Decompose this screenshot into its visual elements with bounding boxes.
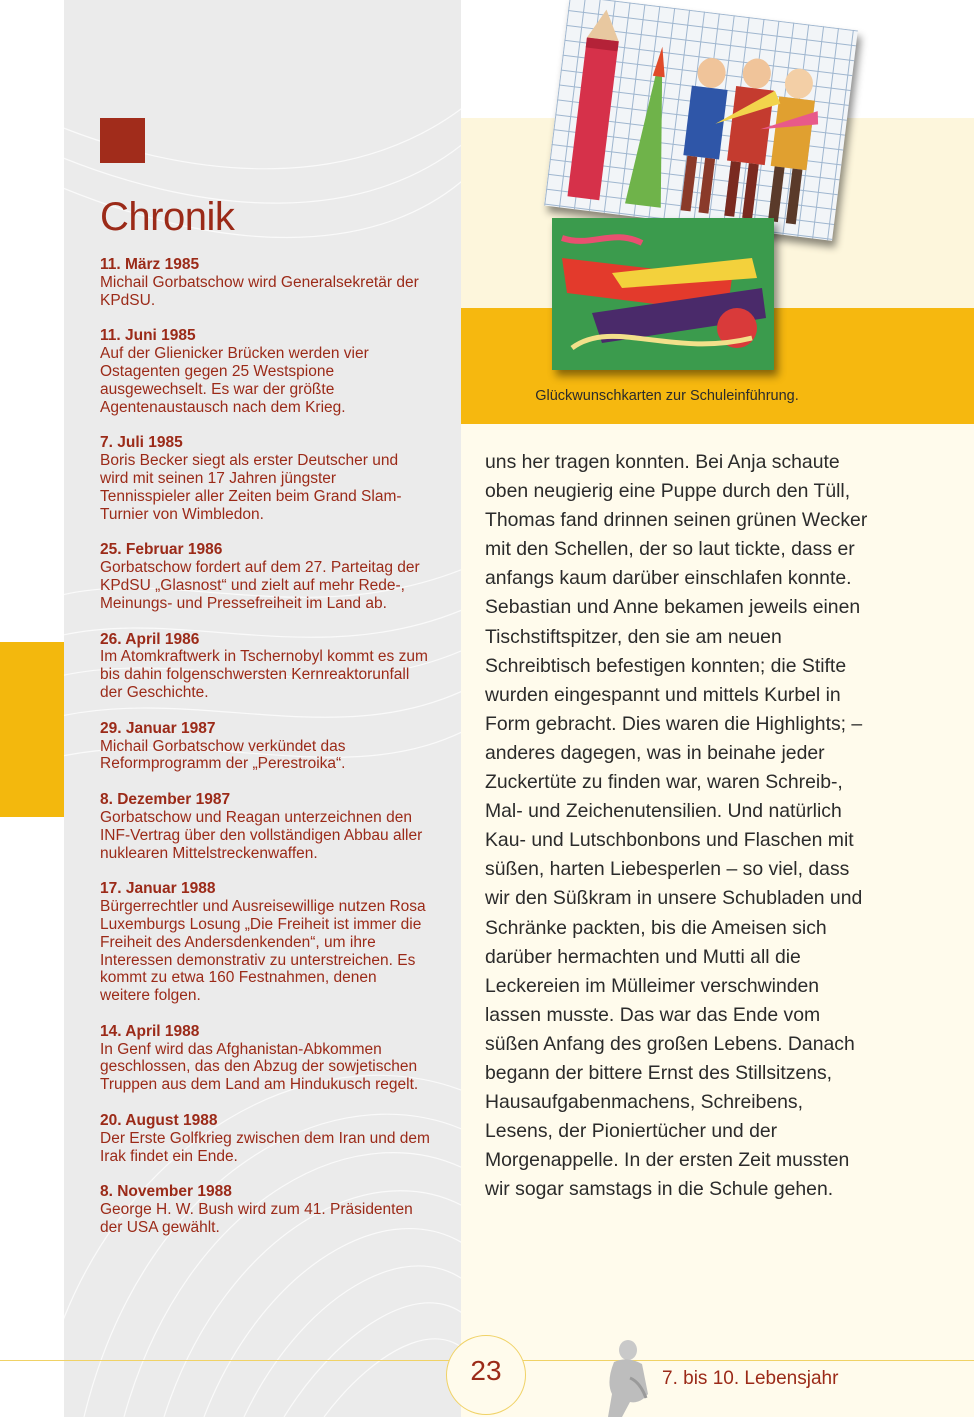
- chronik-entry: [100, 880, 430, 1005]
- entry-date: 14. April 1988: [100, 1022, 200, 1040]
- entry-date: 25. Februar 1986: [100, 541, 223, 559]
- chronik-entry: [100, 631, 430, 702]
- entry-text: Auf der Glienicker Brücken werden vier Ostagenten gegen 25 Westspione ausgewechselt. Es war der größte Agentenaustausch nach dem Krieg.: [100, 345, 369, 416]
- entry-date: 8. November 1988: [100, 1183, 232, 1201]
- chronik-marker-square: [100, 118, 145, 163]
- chronik-entry: [100, 720, 430, 773]
- side-yellow-tab: [0, 642, 64, 817]
- page-number: 23: [470, 1355, 502, 1386]
- children-illustration: [544, 0, 858, 241]
- chronik-entry: [100, 256, 430, 309]
- body-paragraph: uns her tragen konnten. Bei Anja schaute oben neugierig eine Puppe durch den Tüll, Thomas fand drinnen seinen grünen Wecker mit den Schellen, der so laut tickte, dass er anfangs kaum darüber einschlafen konnte. Sebastian und Anne bekamen jeweils einen Tischstiftspitzer, den sie am neuen Schreibtisch befestigen konnten; die Stifte wurden eingespannt und mittels Kurbel in Form gebracht. Dies waren die Highlights; – anderes dagegen, was in beinahe jeder Zuckertüte zu finden war, waren Schreib-, Mal- und Zeichenutensilien. Und natürlich Kau- und Lutschbonbons und Flaschen mit süßen, harten Liebesperlen – so viel, dass wir den Süßkram in unsere Schubladen und Schränke packten, bis die Ameisen sich darüber hermachten und Mutti all die Leckereien im Mülleimer verschwinden lassen musste. Das war das Ende vom süßen Anfang des großen Lebens. Danach begann der bittere Ernst des Stillsitzens, Hausaufgabenmachens, Schreibens, Lesens, der Pioniertücher und der Morgenappelle. In der ersten Zeit mussten wir sogar samstags in die Schule gehen.: [485, 451, 868, 1201]
- chronik-entry: [100, 327, 430, 416]
- figure-caption: Glückwunschkarten zur Schuleinführung.: [535, 388, 799, 404]
- entry-text: Gorbatschow fordert auf dem 27. Parteitag der KPdSU „Glasnost“ und zielt auf mehr Rede-, Meinungs- und Pressefreiheit im Land ab.: [100, 559, 420, 612]
- chronik-list: [100, 256, 430, 1255]
- entry-text: Gorbatschow und Reagan unterzeichnen den INF-Vertrag über den vollständigen Abbau aller nuklearen Mittelstreckenwaffen.: [100, 808, 423, 862]
- school-cones-illustration: [552, 218, 774, 370]
- footer-age-label: 7. bis 10. Lebensjahr: [662, 1368, 839, 1389]
- statue-icon: [600, 1338, 660, 1417]
- chronik-title: Chronik: [100, 195, 235, 239]
- entry-date: 8. Dezember 1987: [100, 791, 231, 809]
- entry-date: 11. Juni 1985: [100, 327, 196, 345]
- entry-text: Im Atomkraftwerk in Tschernobyl kommt es zum bis dahin folgenschwersten Kernreaktorunfall der Geschichte.: [100, 648, 428, 701]
- entry-text: Michail Gorbatschow verkündet das Reformprogramm der „Perestroika“.: [100, 737, 346, 773]
- entry-text: Bürgerrechtler und Ausreisewillige nutzen Rosa Luxemburgs Losung „Die Freiheit ist immer die Freiheit des Andersdenkenden“, um ihre Interessen demonstrativ zu unterstreichen. Es kommt zu etwa 160 Festnahmen, denen weitere folgen.: [100, 898, 426, 1005]
- entry-text: Boris Becker siegt als erster Deutscher und wird mit seinen 17 Jahren jüngster Tennisspieler aller Zeiten beim Grand Slam-Turnier von Wimbledon.: [100, 452, 402, 523]
- greeting-card-photo: [544, 0, 858, 241]
- greeting-card-photo-cones: [552, 218, 774, 370]
- entry-date: 20. August 1988: [100, 1112, 218, 1130]
- chronik-entry: [100, 1023, 430, 1094]
- chronik-entry: [100, 791, 430, 862]
- chronik-entry: [100, 434, 430, 523]
- entry-text: Michail Gorbatschow wird Generalsekretär der KPdSU.: [100, 273, 419, 309]
- chronik-entry: [100, 1112, 430, 1165]
- entry-date: 7. Juli 1985: [100, 434, 183, 452]
- entry-text: Der Erste Golfkrieg zwischen dem Iran und dem Irak findet ein Ende.: [100, 1129, 430, 1165]
- chronik-entry: [100, 1183, 430, 1236]
- entry-date: 11. März 1985: [100, 256, 200, 273]
- entry-date: 26. April 1986: [100, 630, 200, 648]
- entry-text: George H. W. Bush wird zum 41. Präsidenten der USA gewählt.: [100, 1201, 413, 1237]
- chronik-entry: [100, 541, 430, 612]
- entry-date: 29. Januar 1987: [100, 719, 216, 737]
- entry-text: In Genf wird das Afghanistan-Abkommen geschlossen, das den Abzug der sowjetischen Truppen aus dem Land am Hindukusch regelt.: [100, 1040, 419, 1094]
- entry-date: 17. Januar 1988: [100, 880, 216, 898]
